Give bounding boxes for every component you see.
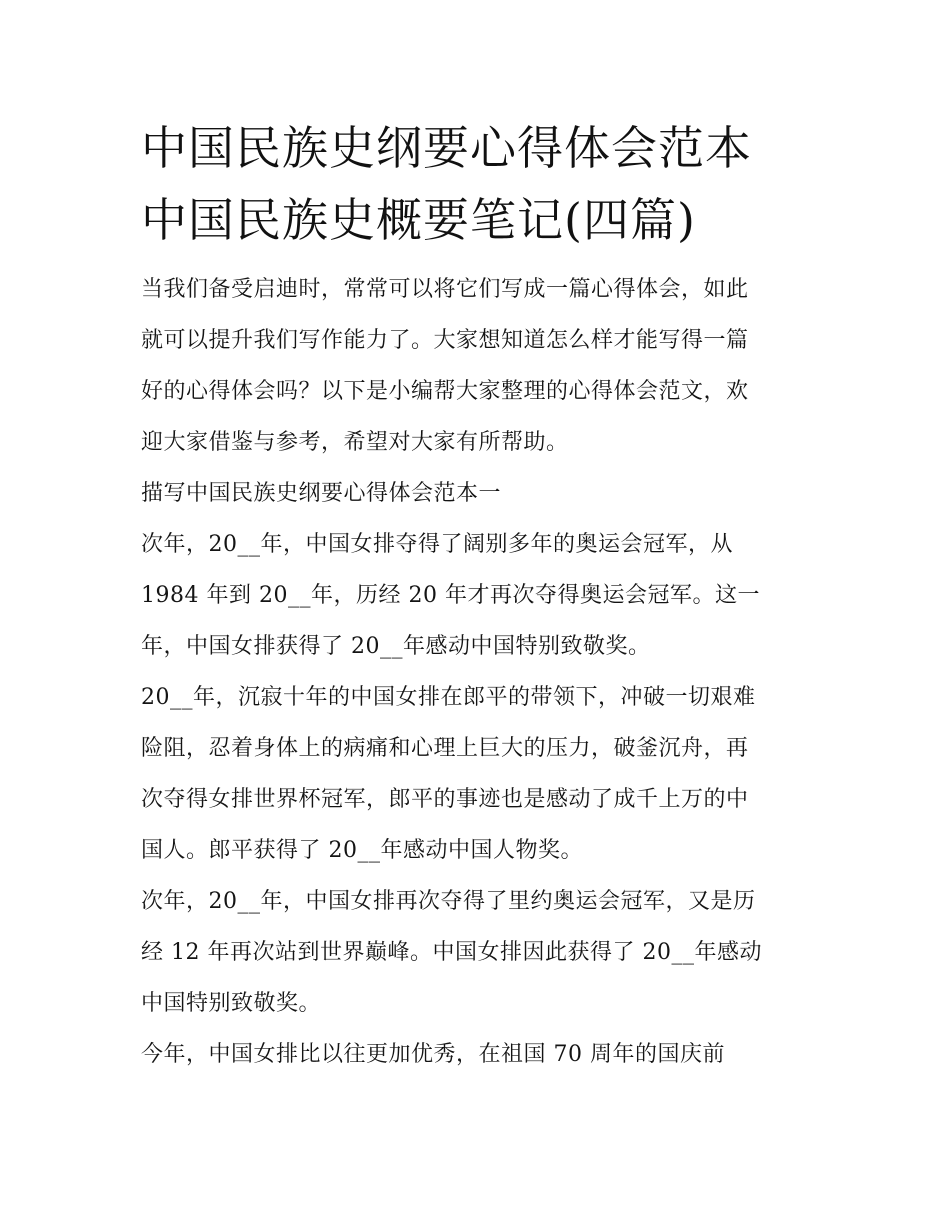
body-paragraph (141, 876, 816, 1029)
text-line: 1984 年到 20__年，历经 20 年才再次夺得奥运会冠军。这一 (141, 583, 760, 608)
document-body (141, 264, 816, 1080)
text-line: 就可以提升我们写作能力了。大家想知道怎么样才能写得一篇 (141, 328, 749, 353)
text-line: 国人。郎平获得了 20__年感动中国人物奖。 (141, 838, 583, 863)
text-line: 险阻，忍着身体上的病痛和心理上巨大的压力，破釜沉舟，再 (141, 736, 749, 761)
text-line: 迎大家借鉴与参考，希望对大家有所帮助。 (141, 430, 569, 455)
text-line: 今年，中国女排比以往更加优秀，在祖国 70 周年的国庆前 (141, 1042, 725, 1067)
intro-paragraph (141, 264, 816, 468)
text-line: 次年，20__年，中国女排再次夺得了里约奥运会冠军，又是历 (141, 889, 756, 914)
body-paragraph (141, 519, 816, 672)
text-line: 描写中国民族史纲要心得体会范本一 (141, 481, 502, 506)
text-line: 次年，20__年，中国女排夺得了阔别多年的奥运会冠军，从 (141, 532, 733, 557)
title-line: 中国民族史概要笔记(四篇) (141, 193, 696, 247)
document-title (141, 112, 816, 256)
body-paragraph (141, 1029, 816, 1080)
title-line: 中国民族史纲要心得体会范本 (141, 121, 752, 175)
text-line: 经 12 年再次站到世界巅峰。中国女排因此获得了 20__年感动 (141, 940, 762, 965)
text-line: 好的心得体会吗？以下是小编帮大家整理的心得体会范文，欢 (141, 379, 749, 404)
text-line: 年，中国女排获得了 20__年感动中国特别致敬奖。 (141, 634, 651, 659)
text-line: 20__年，沉寂十年的中国女排在郎平的带领下，冲破一切艰难 (141, 685, 756, 710)
section-heading (141, 468, 816, 519)
text-line: 中国特别致敬奖。 (141, 991, 322, 1016)
text-line: 次夺得女排世界杯冠军，郎平的事迹也是感动了成千上万的中 (141, 787, 749, 812)
body-paragraph (141, 672, 816, 876)
document-content (141, 112, 816, 1080)
text-line: 当我们备受启迪时，常常可以将它们写成一篇心得体会，如此 (141, 277, 749, 302)
